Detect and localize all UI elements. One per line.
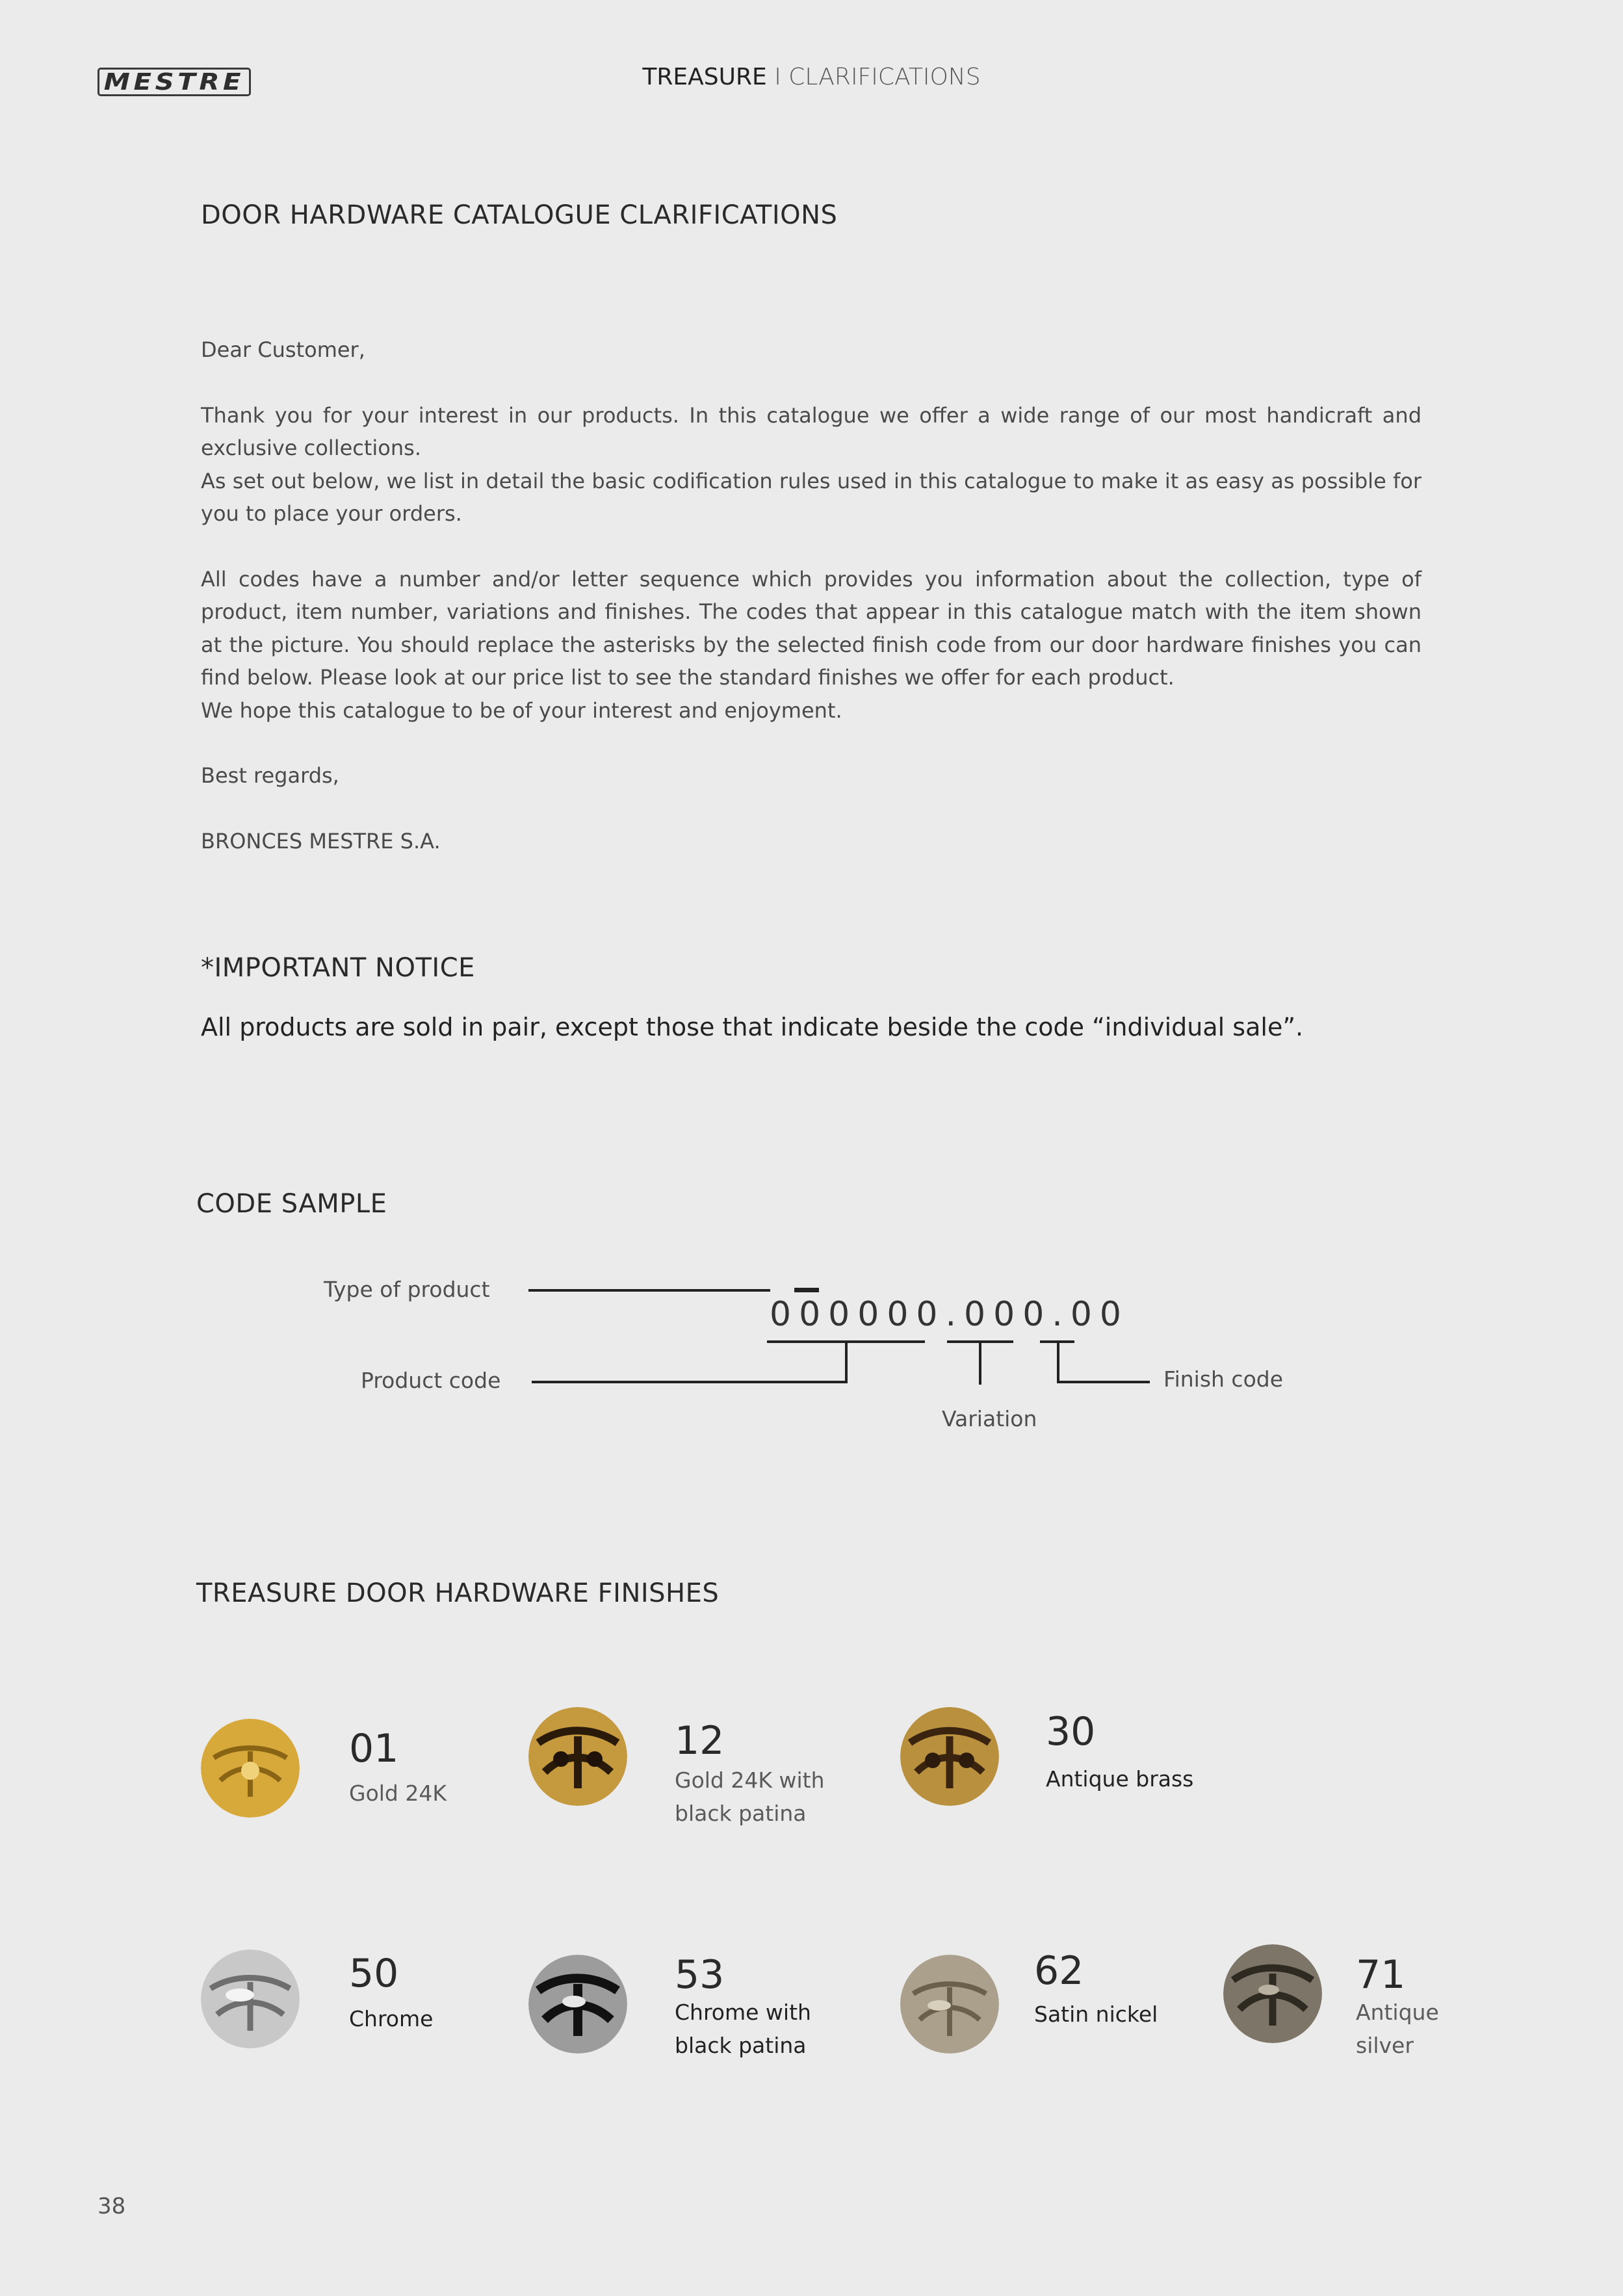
finish-name: Antique silver [1356,2000,1439,2058]
connector-variation [979,1340,981,1385]
page-header [0,64,1623,90]
header-separator: I [766,64,789,90]
ornament-icon [900,1707,999,1806]
finish-name: Chrome [349,2006,434,2031]
connector-product-vertical [845,1340,848,1383]
finish-swatch-antique-brass [900,1707,999,1806]
code-sample-title: CODE SAMPLE [196,1189,387,1219]
letter-paragraph: All codes have a number and/or letter sequence which provides you information about the collection, type of product, item number, variations and finishes. The codes that appear in this catalogue match with the item shown at the picture. You should replace the asterisks by the selected finish code from our door hardware finishes you can find below. Please look at our price list to see the standard finishes we offer for each product. [201,566,1422,690]
marker-type [794,1288,819,1292]
letter-paragraph: Thank you for your interest in our products. In this catalogue we offer a wide range of our most handicraft and exclusive collections. [201,402,1422,460]
ornament-icon [528,1707,627,1806]
ornament-icon [201,1950,300,2048]
finish-code: 53 [675,1952,725,1998]
letter-signature: BRONCES MESTRE S.A. [201,828,441,854]
finish-code: 50 [349,1951,399,1996]
finishes-title: TREASURE DOOR HARDWARE FINISHES [196,1578,720,1608]
page-title: DOOR HARDWARE CATALOGUE CLARIFICATIONS [201,200,838,230]
finish-name: Gold 24K with black patina [675,1768,825,1826]
letter-paragraph: We hope this catalogue to be of your interest and enjoyment. [201,698,842,723]
finish-name: Antique brass [1046,1766,1194,1792]
notice-title: *IMPORTANT NOTICE [201,953,475,983]
ornament-icon [1223,1944,1322,2043]
letter-greeting: Dear Customer, [201,337,365,362]
connector-finish-horizontal [1057,1381,1150,1383]
finish-name: Satin nickel [1034,2002,1158,2027]
notice-text: All products are sold in pair, except those that indicate beside the code “individual sale”. [201,1013,1304,1041]
finish-name: Chrome with black patina [675,2000,811,2058]
finish-swatch-chrome-black-patina [528,1955,627,2054]
header-collection: TREASURE [642,64,767,90]
finish-code: 30 [1046,1709,1096,1755]
finish-code: 71 [1356,1952,1406,1998]
code-sample-value: 000000.000.00 [770,1295,1129,1334]
connector-product-horizontal [532,1381,848,1383]
finish-swatch-antique-silver [1223,1944,1322,2043]
finish-swatch-satin-nickel [900,1955,999,2054]
finish-swatch-chrome [201,1950,300,2048]
connector-finish-vertical [1057,1340,1059,1383]
header-section: CLARIFICATIONS [788,64,981,90]
finish-code: 12 [675,1718,725,1764]
finish-swatch-gold-black-patina [528,1707,627,1806]
label-finish-code: Finish code [1163,1366,1284,1392]
ornament-icon [528,1955,627,2054]
ornament-icon [201,1719,300,1818]
connector-type [528,1289,770,1292]
finish-code: 62 [1034,1948,1084,1994]
letter-paragraph: As set out below, we list in detail the basic codification rules used in this catalogue to make it as easy as possible for you to place your orders. [201,468,1422,526]
letter-closing: Best regards, [201,763,339,788]
label-product-code: Product code [361,1368,501,1393]
page-number: 38 [97,2193,126,2219]
finish-swatch-gold [201,1719,300,1818]
finish-name: Gold 24K [349,1781,447,1806]
finish-code: 01 [349,1726,399,1771]
ornament-icon [900,1955,999,2054]
label-type-of-product: Type of product [324,1277,490,1302]
letter-body [201,333,1422,857]
label-variation: Variation [942,1406,1037,1431]
brand-logo-text: MESTRE [103,69,245,96]
